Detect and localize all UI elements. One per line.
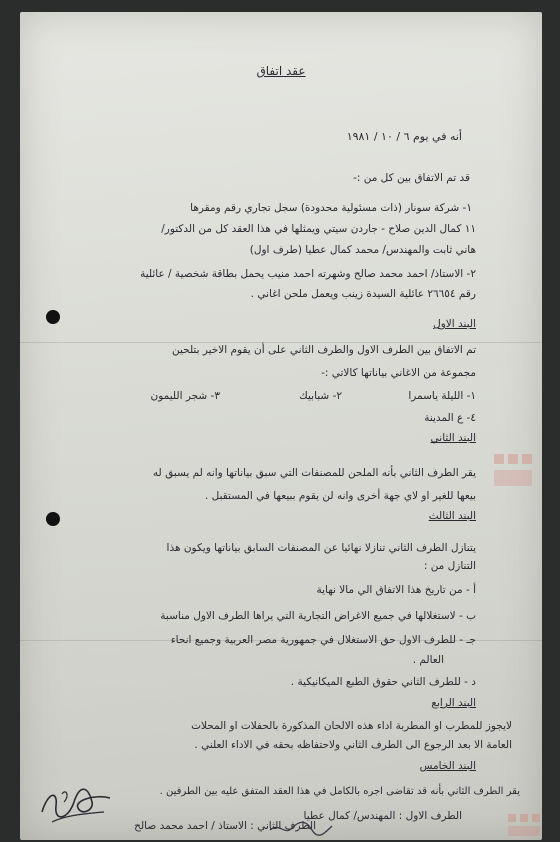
clause2-line1: يقر الطرف الثاني بأنه الملحن للمصنفات التي سبق بياناتها وانه لم يسبق له (152, 467, 476, 479)
song-2: ٢- شبابيك (299, 390, 342, 402)
signature-party2-label: الطرف الثاني : الاستاذ / احمد محمد صالح (134, 820, 316, 832)
clause3-item-c: جـ - للطرف الاول حق الاستغلال في جمهورية مصر العربية وجميع انحاء (170, 634, 476, 646)
song-3: ٣- شجر الليمون (150, 390, 220, 402)
clause4-line2: العامة الا بعد الرجوع الى الطرف الثاني ولاحتفاظه بحقه في الاداء العلني . (194, 739, 512, 751)
clause3-line1: يتنازل الطرف الثاني تنازلا نهائيا عن المصنفات السابق بياناتها ويكون هذا (166, 542, 476, 554)
document-title: عقد اتفاق (256, 64, 306, 78)
watermark-icon (490, 450, 538, 494)
clause3-line2: التنازل من : (423, 560, 476, 572)
clause1-heading: البند الاول (433, 318, 476, 330)
signature-party1-label: الطرف الاول : المهندس/ كمال عطيا (303, 810, 462, 822)
watermark-icon (506, 812, 542, 838)
party2-line2: رقم ٢٦٦٥٤ عائلية السيدة زينب ويعمل ملحن اغاني . (250, 288, 476, 300)
handwritten-signature-party1 (266, 816, 336, 840)
party1-line1: ١- شركة سونار (ذات مسئولية محدودة) سجل تجاري رقم ومقرها (190, 202, 472, 214)
contract-paper (20, 12, 542, 840)
clause3-item-b: ب - لاستغلالها في جميع الاغراض التجارية التي يراها الطرف الاول مناسبة (160, 610, 476, 622)
clause3-item-c-cont: العالم . (412, 654, 444, 666)
punch-hole-top (46, 310, 60, 324)
clause3-item-a: أ - من تاريخ هذا الاتفاق الي مالا نهاية (316, 584, 476, 596)
intro-text: قد تم الاتفاق بين كل من :- (353, 172, 470, 184)
watermark-logo-bottom (506, 812, 542, 840)
clause3-heading: البند الثالث (428, 510, 476, 522)
song-1: ١- الليلة ياسمرا (408, 390, 476, 402)
party1-line2: ١١ كمال الدين صلاح - جاردن سيتي ويمثلها في هذا العقد كل من الدكتور/ (161, 223, 476, 235)
party1-line3: هاني ثابت والمهندس/ محمد كمال عطيا (طرف اول) (249, 244, 476, 256)
watermark-logo (490, 450, 538, 500)
clause2-heading: البند الثاني (430, 432, 476, 444)
clause5-line1: يقر الطرف الثاني بأنه قد تقاضى اجره بالكامل في هذا العقد المتفق عليه بين الطرفين . (159, 786, 520, 797)
clause1-line2: مجموعة من الاغاني بياناتها كالاتي :- (321, 367, 476, 379)
paper-fold-line (20, 342, 542, 343)
clause4-heading: البند الرابع (431, 697, 476, 709)
handwritten-signature-party2 (34, 772, 124, 832)
clause3-item-d: د - للطرف الثاني حقوق الطبع الميكانيكية . (290, 676, 476, 688)
clause1-line1: تم الاتفاق بين الطرف الاول والطرف الثاني على أن يقوم الاخير بتلحين (172, 344, 476, 356)
clause4-line1: لايجوز للمطرب او المطربة اداء هذه الالحان المذكورة بالحفلات او المحلات (191, 720, 512, 732)
clause5-heading: البند الخامس (419, 760, 476, 772)
punch-hole-bottom (46, 512, 60, 526)
song-4: ٤- ع المدينة (424, 412, 476, 424)
party2-line1: ٢- الاستاذ/ احمد محمد صالح وشهرته احمد منيب يحمل بطاقة شخصية / عائلية (140, 268, 476, 280)
clause2-line2: بيعها للغير او لاي جهة أخرى وانه لن يقوم ببيعها في المستقبل . (204, 490, 476, 502)
contract-date: أنه في يوم ٦ / ١٠ / ١٩٨١ (346, 130, 462, 143)
